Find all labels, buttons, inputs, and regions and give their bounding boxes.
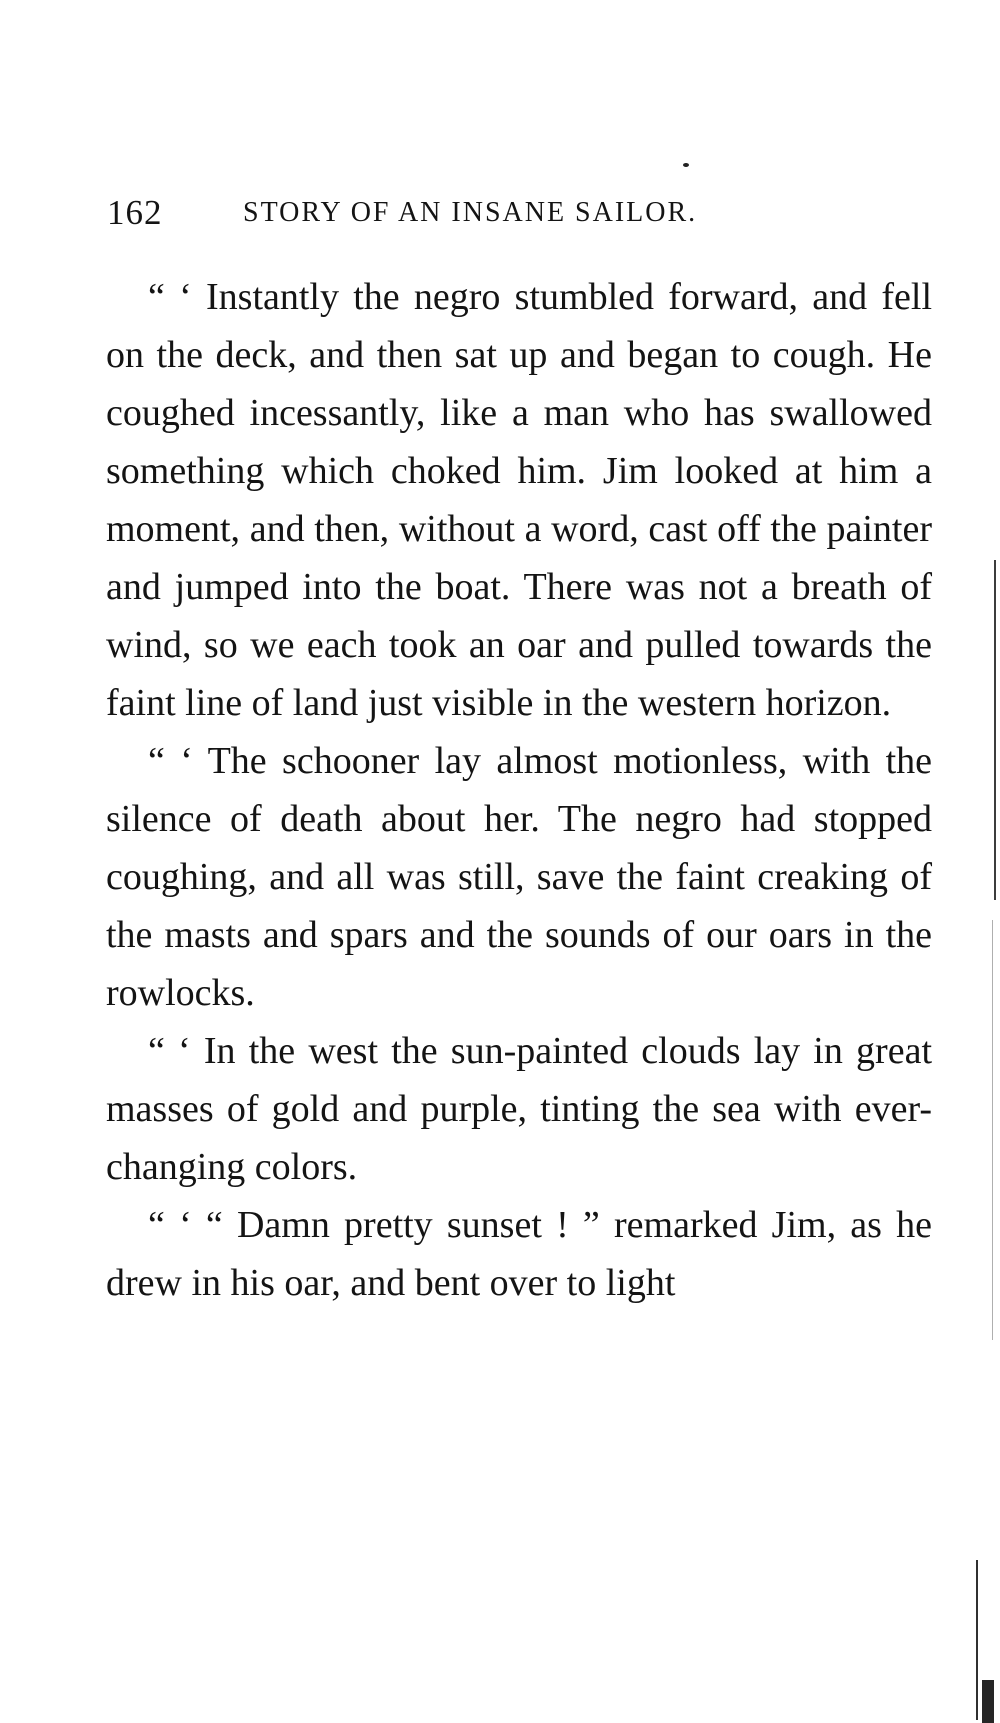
paragraph-4: “ ‘ “ Damn pretty sunset ! ” remarked Jim, as he drew in his oar, and bent over to light	[106, 1204, 932, 1304]
paragraph-2: “ ‘ The schooner lay almost motionless, with the silence of death about her. The negro had stopped coughing, and all was still, save the faint creaking of the masts and spars and the sounds of our oars in the rowlocks.	[106, 740, 932, 1014]
ink-speck	[683, 163, 689, 167]
gutter-shadow-line	[992, 920, 993, 1340]
gutter-shadow-line	[994, 560, 996, 900]
paragraph-3: “ ‘ In the west the sun-painted clouds lay in great masses of gold and purple, tinting the sea with ever-changing colors.	[106, 1030, 932, 1188]
page-number: 162	[107, 193, 163, 232]
body-text	[106, 268, 932, 1312]
gutter-shadow-mark	[982, 1680, 994, 1723]
running-title: STORY OF AN INSANE SAILOR.	[243, 197, 698, 228]
running-head	[107, 188, 939, 238]
paragraph-1: “ ‘ Instantly the negro stumbled forward, and fell on the deck, and then sat up and began to cough. He coughed incessantly, like a man who has swallowed something which choked him. Jim looked at him a moment, and then, without a word, cast off the painter and jumped into the boat. There was not a breath of wind, so we each took an oar and pulled towards the faint line of land just visible in the western horizon.	[106, 276, 932, 724]
gutter-shadow-line	[976, 1560, 978, 1720]
